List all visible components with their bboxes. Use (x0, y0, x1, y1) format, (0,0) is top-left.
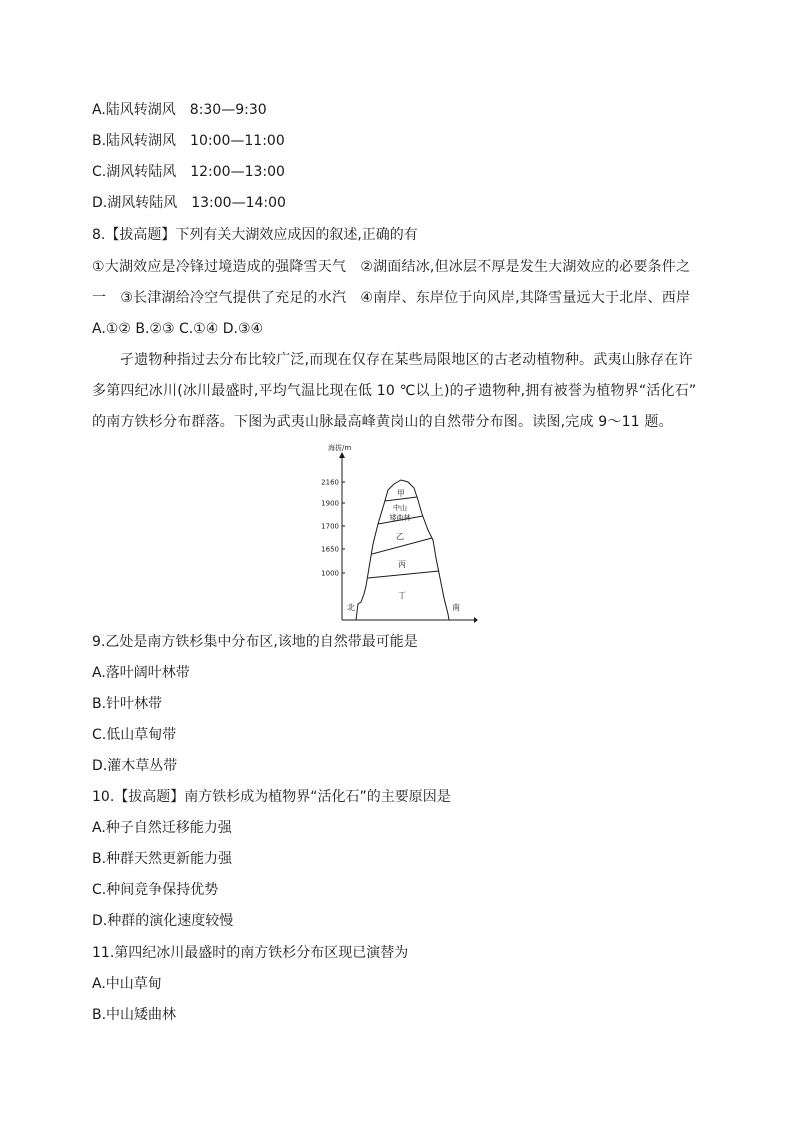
question-11-stem: 11.第四纪冰川最盛时的南方铁杉分布区现已演替为 (92, 945, 409, 961)
zone-label-yi: 乙 (396, 532, 404, 541)
mountain-zone-diagram (318, 438, 478, 624)
option-9b: B.针叶林带 (92, 696, 163, 712)
option-11b: B.中山矮曲林 (92, 1007, 177, 1023)
tick-label-1650: 1650 (321, 545, 339, 554)
passage-line-1: 孑遗物种指过去分布比较广泛,而现在仅存在某些局限地区的古老动植物种。武夷山脉存在许 (120, 352, 693, 368)
direction-north-label: 北 (347, 603, 355, 612)
zone-label-aiqulin: 矮曲林 (389, 514, 411, 522)
figure-x-axis-arrow (474, 617, 478, 623)
option-7a: A.陆风转湖风 8:30—9:30 (92, 102, 267, 118)
zone-label-bing: 丙 (398, 560, 406, 569)
option-11a: A.中山草甸 (92, 976, 162, 992)
question-8-statement-line-1: ①大湖效应是冷锋过境造成的强降雪天气 ②湖面结冰,但冰层不厚是发生大湖效应的必要条件之 (92, 259, 691, 275)
question-8-stem: 8.【拔高题】下列有关大湖效应成因的叙述,正确的有 (92, 227, 418, 243)
zone-label-jia: 甲 (397, 489, 405, 498)
option-7b: B.陆风转湖风 10:00—11:00 (92, 133, 285, 149)
option-7c: C.湖风转陆风 12:00—13:00 (92, 164, 285, 180)
option-9d: D.灌木草丛带 (92, 758, 178, 774)
passage-line-3: 的南方铁杉分布群落。下图为武夷山脉最高峰黄岗山的自然带分布图。读图,完成 9～11 题。 (92, 414, 673, 430)
zone-label-ding: 丁 (398, 591, 406, 600)
option-9a: A.落叶阔叶林带 (92, 665, 190, 681)
figure-y-axis-label: 海拔/m (328, 444, 352, 452)
tick-label-2160: 2160 (321, 478, 339, 487)
option-10b: B.种群天然更新能力强 (92, 851, 233, 867)
direction-south-label: 南 (452, 603, 460, 612)
tick-label-1900: 1900 (321, 499, 339, 508)
question-10-stem: 10.【拔高题】南方铁杉成为植物界“活化石”的主要原因是 (92, 789, 451, 805)
option-10c: C.种间竞争保持优势 (92, 882, 219, 898)
question-8-options: A.①② B.②③ C.①④ D.③④ (92, 321, 264, 337)
option-9c: C.低山草甸带 (92, 727, 177, 743)
option-7d: D.湖风转陆风 13:00—14:00 (92, 195, 286, 211)
passage-line-2: 多第四纪冰川(冰川最盛时,平均气温比现在低 10 ℃以上)的孑遗物种,拥有被誉为植物界“活化石” (92, 383, 697, 399)
option-10d: D.种群的演化速度较慢 (92, 913, 234, 929)
zone-label-zhongshan: 中山 (393, 504, 407, 512)
question-9-stem: 9.乙处是南方铁杉集中分布区,该地的自然带最可能是 (92, 634, 418, 650)
tick-label-1700: 1700 (321, 522, 339, 531)
option-10a: A.种子自然迁移能力强 (92, 820, 232, 836)
figure-y-axis-arrow (339, 452, 345, 458)
question-8-statement-line-2: 一 ③长津湖给冷空气提供了充足的水汽 ④南岸、东岸位于向风岸,其降雪量远大于北岸、西岸 (92, 290, 691, 306)
tick-label-1000: 1000 (321, 569, 339, 578)
